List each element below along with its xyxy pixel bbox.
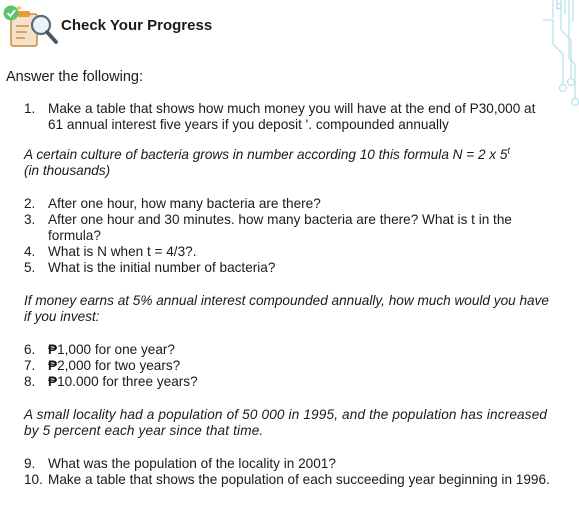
interest-paragraph: If money earns at 5% annual interest compounded annually, how much would you have if you invest: <box>24 293 549 324</box>
question-item: 8. ₱10.000 for three years? <box>24 374 198 389</box>
peso-icon: ₱ <box>48 374 58 389</box>
question-item: 7. ₱2,000 for two years? <box>24 358 181 373</box>
population-paragraph: A small locality had a population of 50 000 in 1995, and the population has increased by 5 percent each year since that time. <box>24 407 548 438</box>
units-note: (in thousands) <box>24 163 111 178</box>
question-item: 5. What is the initial number of bacteria? <box>24 260 276 275</box>
instructions: Answer the following: <box>6 69 144 85</box>
question-item: 10. Make a table that shows the population of each succeeding year beginning in 1996. <box>24 472 550 487</box>
question-number: 1. <box>24 101 36 116</box>
clipboard-magnifier-check-icon <box>2 4 60 48</box>
question-item: 2. After one hour, how many bacteria are there? <box>24 196 321 211</box>
question-item: 3. After one hour and 30 minutes. how many bacteria are there? What is t in the formula? <box>24 212 512 243</box>
peso-icon: ₱ <box>48 342 58 357</box>
question-item <box>24 101 552 133</box>
question-text: Make a table that shows how much money you will have at the end of P30,000 at 61 annual interest five years if you deposit '. compounded annually <box>48 101 536 132</box>
page-header <box>2 4 212 48</box>
page-title: Check Your Progress <box>61 16 213 34</box>
exponent-t: t <box>507 145 510 156</box>
question-item: 9. What was the population of the locality in 2001? <box>24 456 336 471</box>
question-item: 4. What is N when t = 4/3?. <box>24 244 197 259</box>
question-list <box>24 101 552 488</box>
bacteria-paragraph: A certain culture of bacteria grows in number according 10 this formula N = 2 x 5$^t$ (in thousands) <box>24 145 510 178</box>
peso-icon: ₱ <box>48 358 58 373</box>
question-item: 6. ₱1,000 for one year? <box>24 342 175 357</box>
